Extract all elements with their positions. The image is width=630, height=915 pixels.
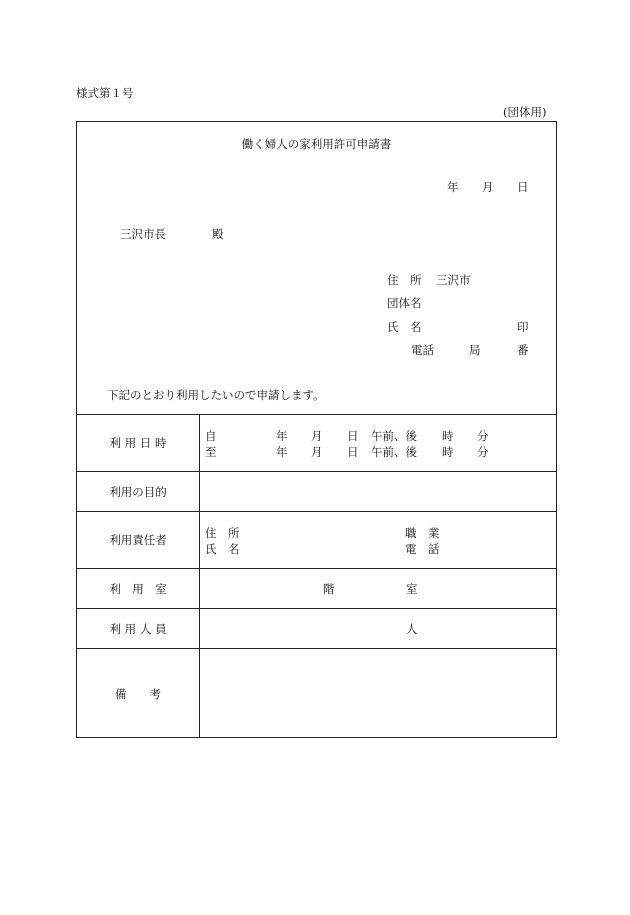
row-divider	[77, 648, 556, 649]
people-label: 利 用 人 員	[109, 622, 167, 636]
request-text: 下記のとおり利用したいので申請します。	[107, 388, 325, 402]
applicant-name-label: 氏 名	[387, 320, 422, 334]
phone-exchange: 局	[469, 343, 481, 357]
row-divider	[77, 511, 556, 512]
phone-number: 番	[517, 343, 529, 357]
applicant-address-value: 三沢市	[436, 273, 471, 287]
from-minute: 分	[477, 429, 489, 443]
from-day: 日	[347, 429, 359, 443]
from-month: 月	[311, 429, 323, 443]
from-ampm: 午前、後	[371, 429, 417, 443]
responsible-address-label: 住 所	[205, 526, 240, 540]
addressee-name: 三沢市長	[120, 227, 166, 241]
to-minute: 分	[477, 445, 489, 459]
responsible-label: 利用責任者	[109, 533, 167, 547]
occupation-label: 職 業	[405, 526, 440, 540]
row-divider	[77, 471, 556, 472]
form-title: 働く婦人の家利用許可申請書	[241, 137, 392, 151]
responsible-phone-label: 電 話	[405, 542, 440, 556]
applicant-org-label: 団体名	[387, 296, 422, 310]
to-label: 至	[205, 445, 217, 459]
to-year: 年	[276, 445, 288, 459]
to-month: 月	[311, 445, 323, 459]
table-top-border	[77, 414, 556, 415]
room-label: 利 用 室	[109, 582, 167, 596]
datetime-label: 利 用 日 時	[109, 436, 167, 450]
row-divider	[77, 608, 556, 609]
room-floor: 階	[323, 582, 335, 596]
from-hour: 時	[442, 429, 454, 443]
date-month: 月	[482, 180, 494, 194]
responsible-name-label: 氏 名	[205, 542, 240, 556]
to-day: 日	[347, 445, 359, 459]
room-room: 室	[406, 582, 418, 596]
date-day: 日	[517, 180, 529, 194]
row-divider	[77, 568, 556, 569]
addressee-honorific: 殿	[212, 227, 224, 241]
phone-label: 電話	[411, 343, 434, 357]
people-unit: 人	[406, 622, 418, 636]
label-column-divider	[199, 414, 200, 738]
application-form	[76, 121, 557, 738]
purpose-label: 利用の目的	[109, 485, 167, 499]
seal-mark: 印	[517, 320, 529, 334]
to-hour: 時	[442, 445, 454, 459]
form-number: 様式第１号	[76, 86, 134, 100]
to-ampm: 午前、後	[371, 445, 417, 459]
date-year: 年	[447, 180, 459, 194]
from-label: 自	[205, 429, 217, 443]
from-year: 年	[276, 429, 288, 443]
applicant-address-label: 住 所	[387, 273, 422, 287]
remarks-label: 備 考	[115, 687, 161, 701]
applicant-type: (団体用)	[503, 105, 547, 119]
